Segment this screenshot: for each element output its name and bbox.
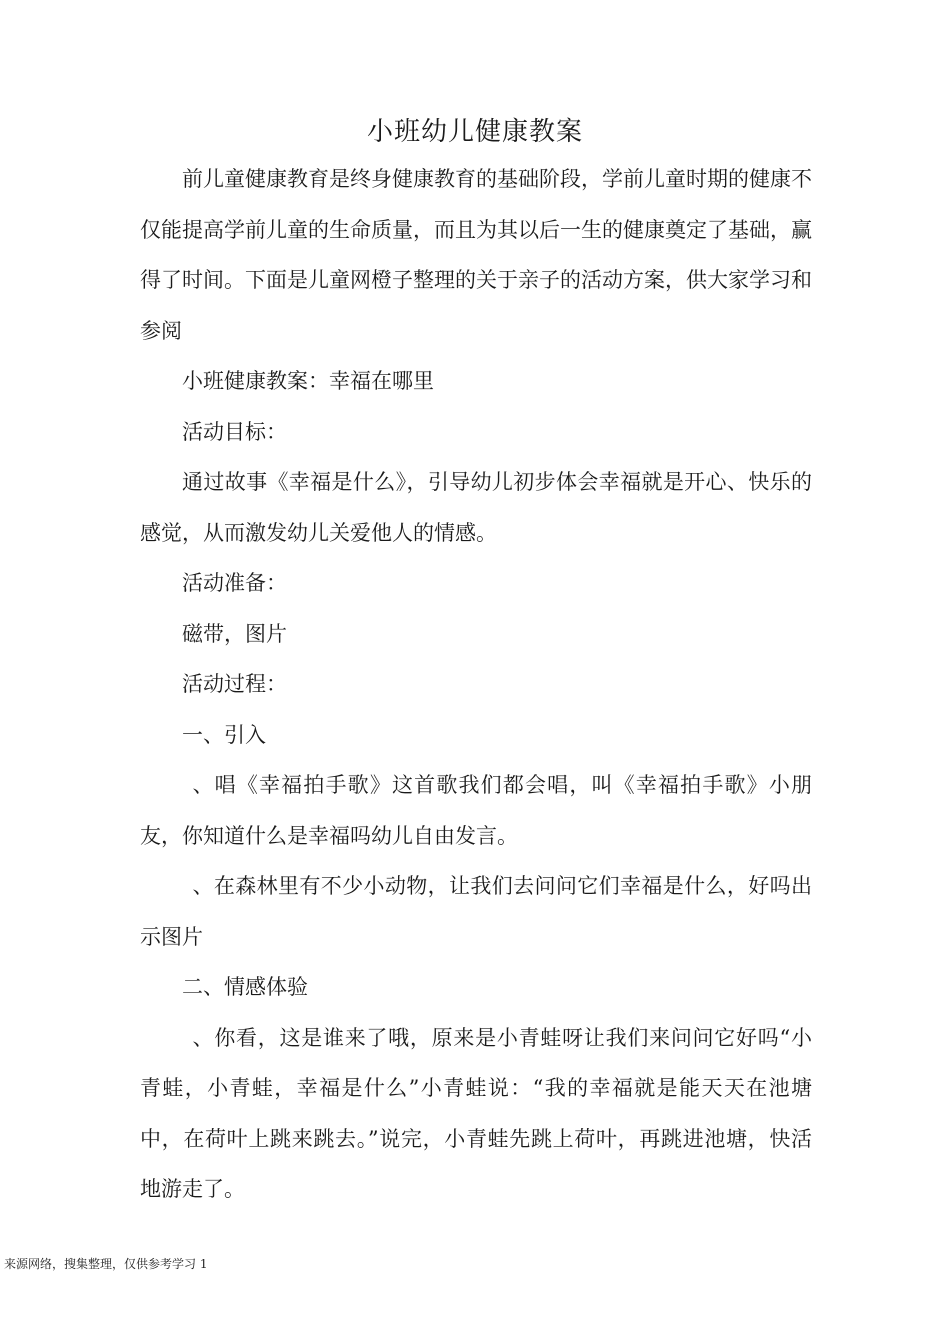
section-heading-process: 活动过程： — [182, 672, 287, 696]
process-item-2: 、在森林里有不少小动物，让我们去问问它们幸福是什么，好吗出示图片 — [140, 874, 812, 949]
section-heading-preparation: 活动准备： — [182, 571, 287, 595]
subsection-heading-intro: 一、引入 — [182, 722, 266, 747]
section-heading-goals: 活动目标： — [182, 419, 287, 444]
intro-paragraph: 前儿童健康教育是终身健康教育的基础阶段，学前儿童时期的健康不仅能提高学前儿童的生命质量，而且为其以后一生的健康奠定了基础，赢得了时间。下面是儿童网橙子整理的关于亲子的活动方案，供大家学习和参阅 — [140, 167, 812, 343]
page-footer: 来源网络，搜集整理，仅供参考学习 1 — [4, 1257, 208, 1271]
process-item-3: 、你看，这是谁来了哦，原来是小青蛙呀让我们来问问它好吗“小青蛙，小青蛙，幸福是什么”小青蛙说：“我的幸福就是能天天在池塘中，在荷叶上跳来跳去。”说完，小青蛙先跳上荷叶，再跳进池塘，快活地游走了。 — [140, 1025, 812, 1201]
preparation-paragraph: 磁带，图片 — [182, 621, 287, 646]
process-item-1: 、唱《幸福拍手歌》这首歌我们都会唱，叫《幸福拍手歌》小朋友，你知道什么是幸福吗幼儿自由发言。 — [140, 773, 812, 848]
document-title: 小班幼儿健康教案 — [366, 117, 583, 147]
goals-paragraph: 通过故事《幸福是什么》，引导幼儿初步体会幸福就是开心、快乐的感觉，从而激发幼儿关爱他人的情感。 — [140, 470, 812, 545]
lesson-heading: 小班健康教案：幸福在哪里 — [182, 369, 434, 393]
subsection-heading-emotion: 二、情感体验 — [182, 975, 308, 999]
document-body — [140, 154, 812, 1215]
